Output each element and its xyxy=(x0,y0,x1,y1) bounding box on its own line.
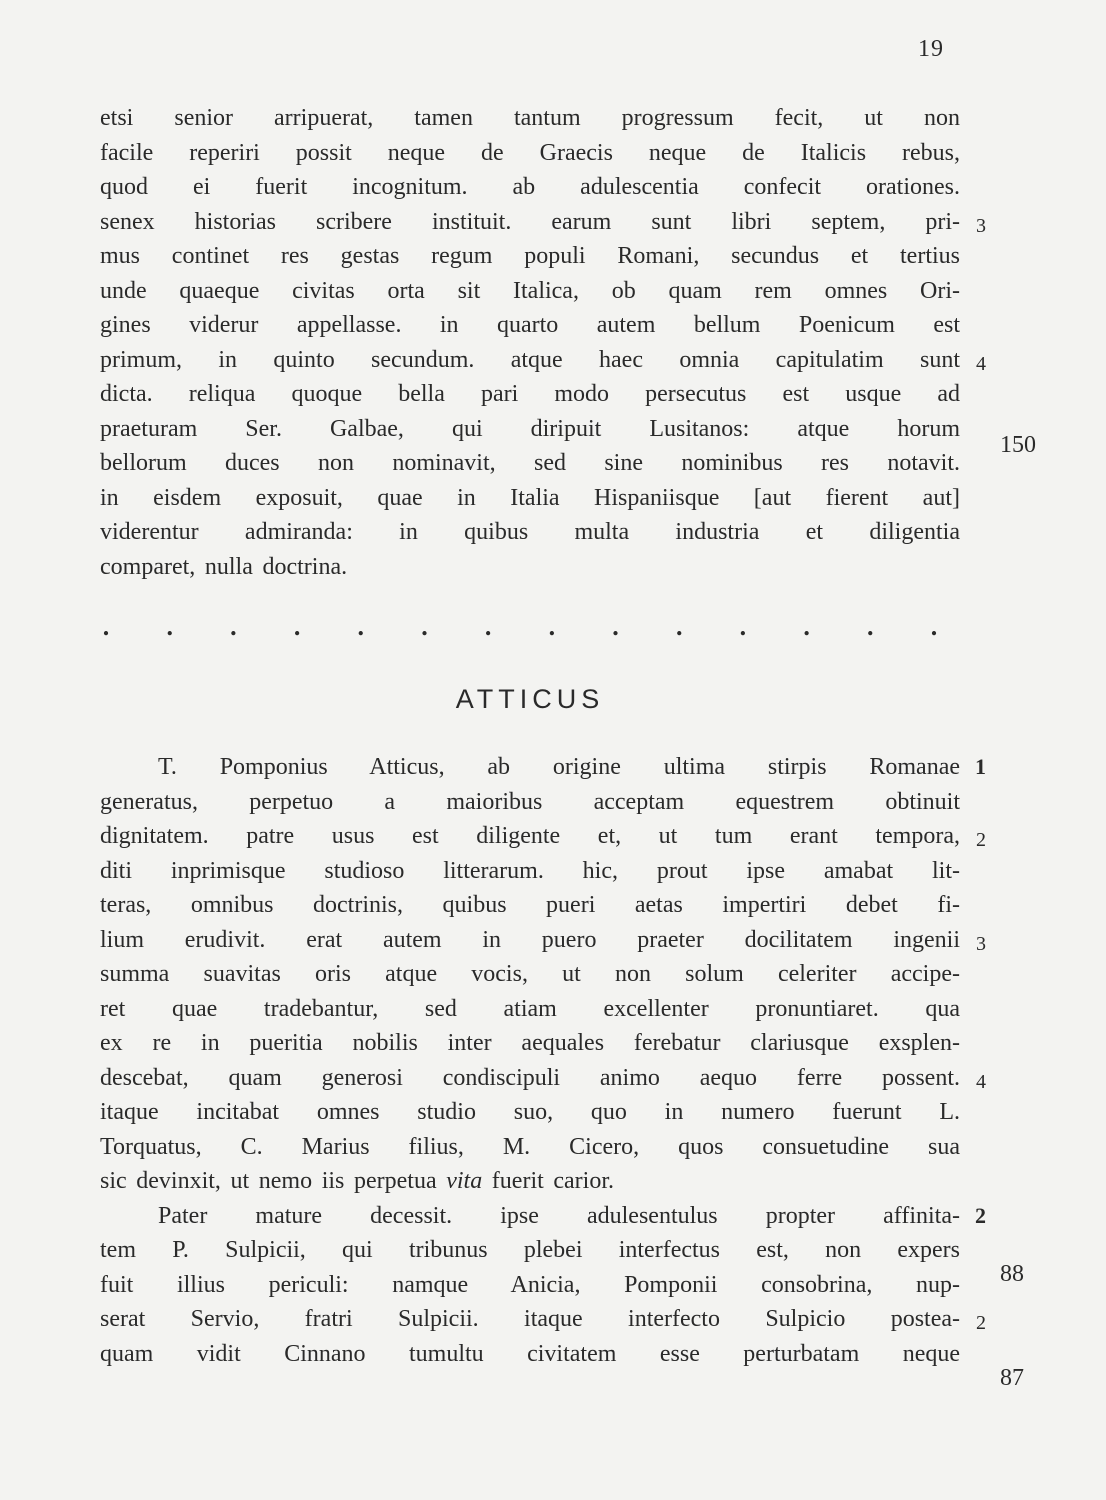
text-line xyxy=(100,819,986,854)
line-text: T. Pomponius Atticus, ab origine ultima stirpis Romanae xyxy=(158,754,960,780)
separator-dot: . xyxy=(867,612,874,641)
section-number: 3 xyxy=(976,214,986,237)
page-number: 19 xyxy=(918,36,944,62)
line-text: quam vidit Cinnano tumultu civitatem esse perturbatam neque xyxy=(100,1340,960,1367)
line-text: in eisdem exposuit, quae in Italia Hispaniisque [aut fierent aut] xyxy=(100,484,960,511)
text-line xyxy=(100,446,960,481)
line-text: gines viderur appellasse. in quarto autem bellum Poenicum est xyxy=(100,312,960,338)
text-line xyxy=(100,481,960,516)
line-text: primum, in quinto secundum. atque haec omnia capitulatim sunt xyxy=(100,346,960,373)
margin-line-number-150: 150 xyxy=(1000,432,1036,458)
line-text: Pater mature decessit. ipse adulesentulus propter affinita- xyxy=(158,1202,960,1229)
line-text: praeturam Ser. Galbae, qui diripuit Lusitanos: atque horum xyxy=(100,415,960,442)
line-text: itaque incitabat omnes studio suo, quo in numero fuerunt L. xyxy=(100,1099,960,1125)
text-line xyxy=(100,785,960,820)
italic-word: vita xyxy=(446,1168,483,1194)
separator-dot: . xyxy=(675,612,683,641)
separator-dot: . xyxy=(421,612,428,641)
chapter-number: 1 xyxy=(975,754,986,779)
line-text: ex re in pueritia nobilis inter aequales ferebatur clariusque exsplen- xyxy=(100,1030,960,1056)
text-line xyxy=(100,1164,960,1199)
separator-dot: . xyxy=(612,612,619,641)
text-line xyxy=(100,1026,960,1061)
separator-dot: . xyxy=(102,612,110,641)
atticus-paragraphs xyxy=(100,750,986,1371)
line-text: bellorum duces non nominavit, sed sine nominibus res notavit. xyxy=(100,450,960,476)
text-line xyxy=(100,854,960,889)
top-paragraph xyxy=(100,101,986,584)
section-number: 3 xyxy=(976,932,986,955)
separator-dot: . xyxy=(166,612,173,641)
text-line xyxy=(100,923,986,958)
chapter-number: 2 xyxy=(975,1202,986,1228)
line-text: senex historias scribere instituit. earum sunt libri septem, pri- xyxy=(100,208,960,235)
text-line xyxy=(100,412,960,447)
text-line xyxy=(100,1095,960,1130)
text-line xyxy=(100,136,960,171)
separator-dot: . xyxy=(484,612,492,641)
separator-dot: . xyxy=(739,612,747,641)
section-number: 2 xyxy=(976,1312,986,1334)
line-text: summa suavitas oris atque vocis, ut non solum celeriter accipe- xyxy=(100,961,960,987)
line-text: comparet, nulla doctrina. xyxy=(100,553,348,580)
line-text: lium erudivit. erat autem in puero praeter docilitatem ingenii xyxy=(100,926,960,953)
text-line xyxy=(100,205,986,240)
line-text: teras, omnibus doctrinis, quibus pueri aetas impertiri debet fi- xyxy=(100,892,960,918)
line-text: viderentur admiranda: in quibus multa industria et diligentia xyxy=(100,519,960,545)
text-line xyxy=(100,170,960,205)
line-text: quod ei fuerit incognitum. ab adulescentia confecit orationes. xyxy=(100,174,960,200)
separator-dot: . xyxy=(293,612,301,641)
text-line xyxy=(100,101,960,136)
separator-dot: . xyxy=(357,612,364,641)
separator-dot: . xyxy=(230,612,237,641)
text-line xyxy=(100,992,960,1027)
section-number: 2 xyxy=(976,829,986,851)
text-line xyxy=(100,274,960,309)
section-number: 4 xyxy=(976,1070,986,1093)
text-line xyxy=(100,377,960,412)
line-text: ret quae tradebantur, sed atiam excellenter pronuntiaret. qua xyxy=(100,995,960,1022)
section-heading: ATTICUS xyxy=(455,684,605,714)
text-line xyxy=(100,239,960,274)
line-text: descebat, quam generosi condiscipuli animo aequo ferre possent. xyxy=(100,1064,960,1091)
separator-dot: . xyxy=(548,612,556,641)
separator-dot: . xyxy=(930,612,938,641)
text-line xyxy=(100,1268,960,1303)
line-text: facile reperiri possit neque de Graecis neque de Italicis rebus, xyxy=(100,139,960,166)
line-text: serat Servio, fratri Sulpicii. itaque interfecto Sulpicio postea- xyxy=(100,1306,960,1332)
text-line xyxy=(100,343,986,378)
line-text: dicta. reliqua quoque bella pari modo persecutus est usque ad xyxy=(100,381,960,407)
text-line xyxy=(100,308,960,343)
line-text: Torquatus, C. Marius filius, M. Cicero, quos consuetudine sua xyxy=(100,1133,960,1160)
line-text: tem P. Sulpicii, qui tribunus plebei interfectus est, non expers xyxy=(100,1237,960,1263)
section-number: 4 xyxy=(976,352,986,375)
text-line xyxy=(100,1130,960,1165)
text-line xyxy=(100,1302,986,1337)
line-text: fuit illius periculi: namque Anicia, Pomponii consobrina, nup- xyxy=(100,1271,960,1298)
text-line xyxy=(100,1337,960,1372)
line-text: diti inprimisque studioso litterarum. hic, prout ipse amabat lit- xyxy=(100,857,960,884)
line-text: generatus, perpetuo a maioribus acceptam equestrem obtinuit xyxy=(100,788,960,815)
ellipsis-separator xyxy=(100,612,940,642)
text-line xyxy=(100,550,960,585)
line-text: dignitatem. patre usus est diligente et, ut tum erant tempora, xyxy=(100,823,960,849)
text-line xyxy=(100,1233,960,1268)
text-line xyxy=(100,888,960,923)
text-line xyxy=(100,1061,986,1096)
text-line xyxy=(100,1199,986,1234)
line-text: mus continet res gestas regum populi Romani, secundus et tertius xyxy=(100,243,960,269)
text-line xyxy=(100,515,960,550)
text-line xyxy=(100,957,960,992)
line-text: sic devinxit, ut nemo iis perpetua vita fuerit carior. xyxy=(100,1168,615,1194)
margin-line-number-88: 88 xyxy=(1000,1261,1024,1287)
margin-line-number-87: 87 xyxy=(1000,1365,1024,1391)
separator-dot: . xyxy=(803,612,810,641)
text-line xyxy=(100,750,986,785)
line-text: unde quaeque civitas orta sit Italica, ob quam rem omnes Ori- xyxy=(100,277,960,304)
line-text: etsi senior arripuerat, tamen tantum progressum fecit, ut non xyxy=(100,105,960,131)
